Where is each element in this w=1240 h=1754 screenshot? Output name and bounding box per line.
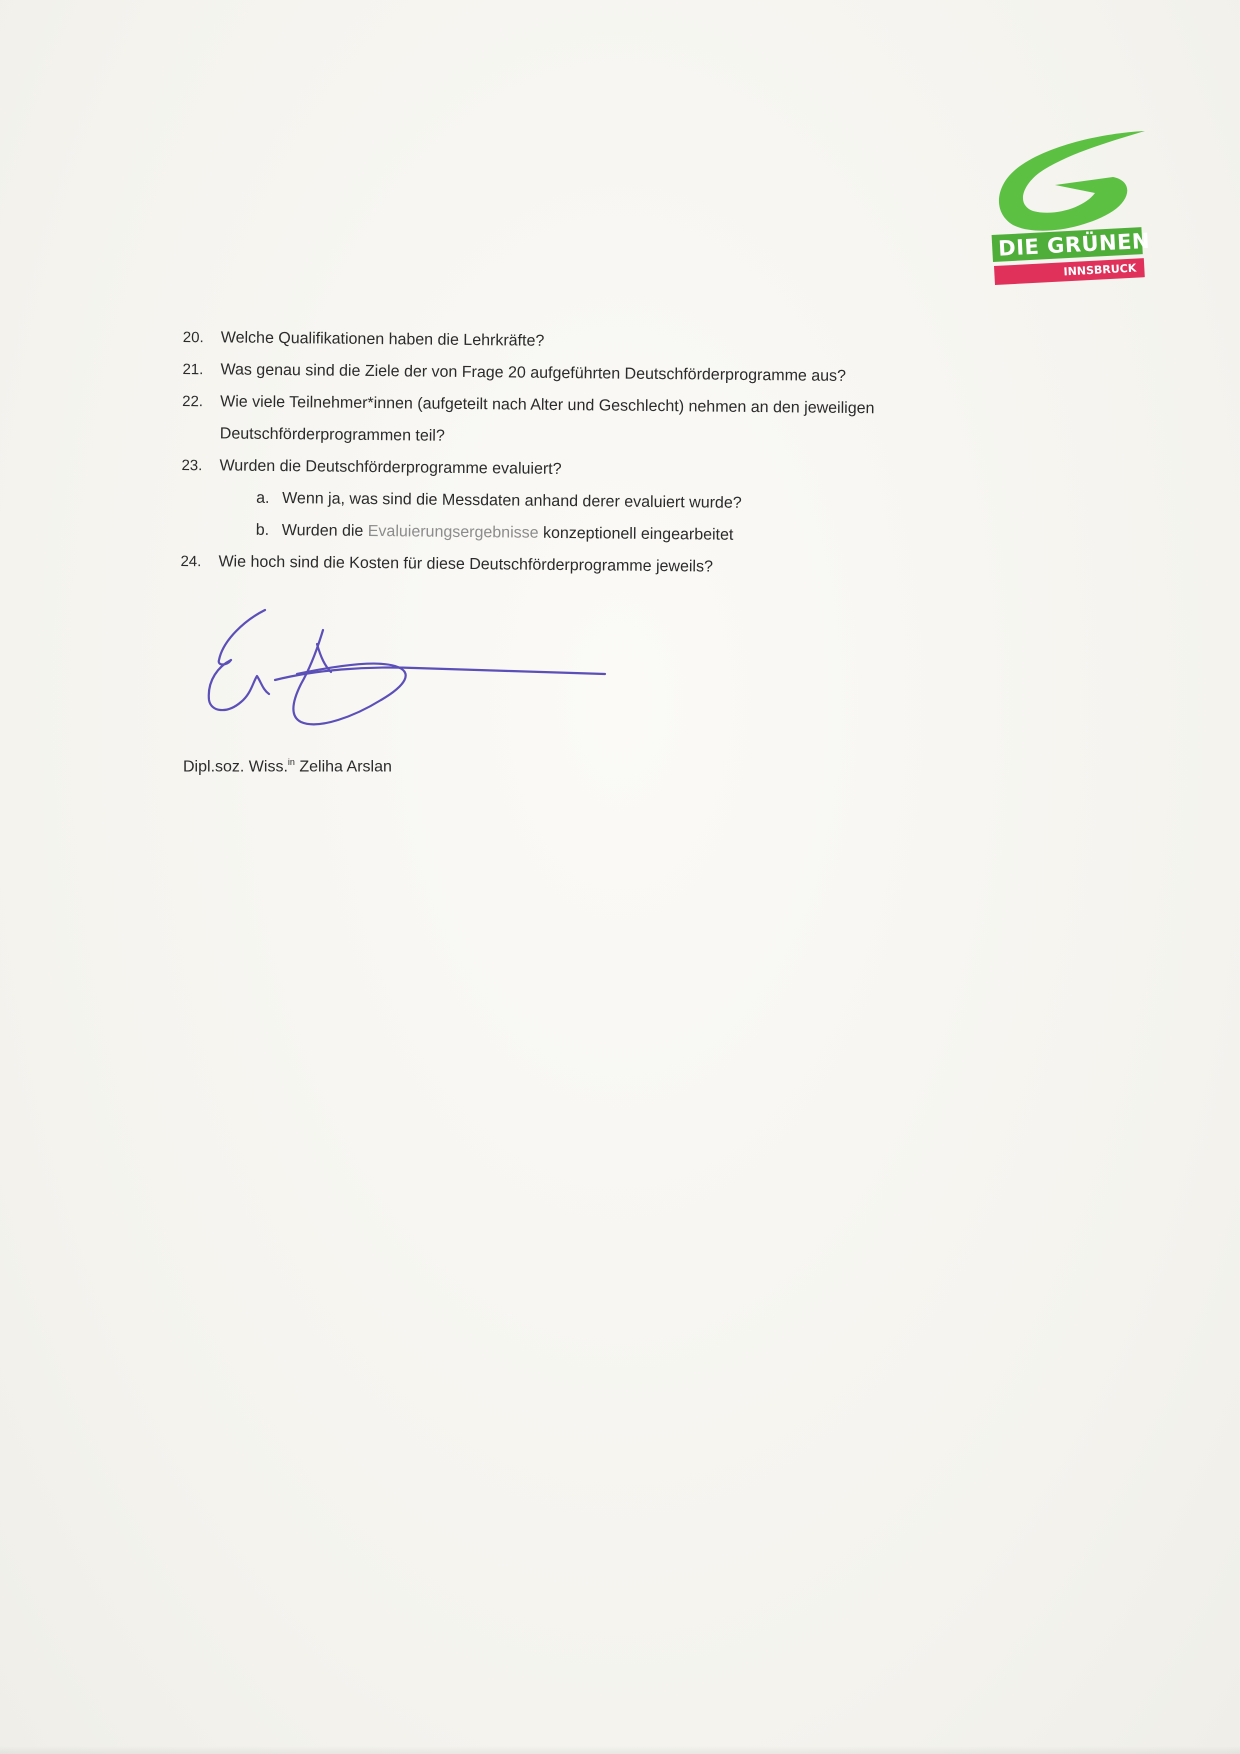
die-gruenen-logo <box>985 125 1155 300</box>
question-number: 21. <box>182 360 204 379</box>
subitem-text-muted: Evaluierungsergebnisse <box>367 522 539 542</box>
question-list <box>180 322 1063 587</box>
signatory-fullname: Zeliha Arslan <box>299 758 392 776</box>
signatory-name <box>183 757 392 776</box>
subitem-letter: b. <box>255 521 270 539</box>
subitem-text: Wenn ja, was sind die Messdaten anhand derer evaluiert wurde? <box>282 490 742 512</box>
logo-brand-text: DIE GRÜNEN <box>992 227 1143 262</box>
signatory-title: Dipl.soz. Wiss. <box>183 758 288 776</box>
question-number: 22. <box>182 392 204 411</box>
question-text: Wurden die Deutschförderprogramme evaluiert? <box>219 457 562 478</box>
question-number: 23. <box>181 456 203 475</box>
signatory-title-sup: in <box>287 757 295 767</box>
logo-city-text: INNSBRUCK <box>994 258 1145 285</box>
question-number: 24. <box>180 552 202 571</box>
scan-edge-shadow <box>0 1746 1240 1754</box>
handwritten-signature <box>205 600 625 750</box>
subitem-text-after: konzeptionell eingearbeitet <box>542 524 734 544</box>
question-text: Was genau sind die Ziele der von Frage 20 aufgeführten Deutschförderprogramme aus? <box>220 361 847 385</box>
subitem-text <box>282 515 734 552</box>
question-continuation: Deutschförderprogrammen teil? <box>219 425 445 445</box>
question-number: 20. <box>182 328 204 347</box>
question-text: Wie hoch sind die Kosten für diese Deutschförderprogramme jeweils? <box>218 553 714 576</box>
question-text: Wie viele Teilnehmer*innen (aufgeteilt nach Alter und Geschlecht) nehmen an den jeweiligen <box>220 393 875 418</box>
subitem-letter: a. <box>256 489 270 507</box>
subitem-text-before: Wurden die <box>281 522 364 540</box>
question-text: Welche Qualifikationen haben die Lehrkräfte? <box>220 329 545 350</box>
